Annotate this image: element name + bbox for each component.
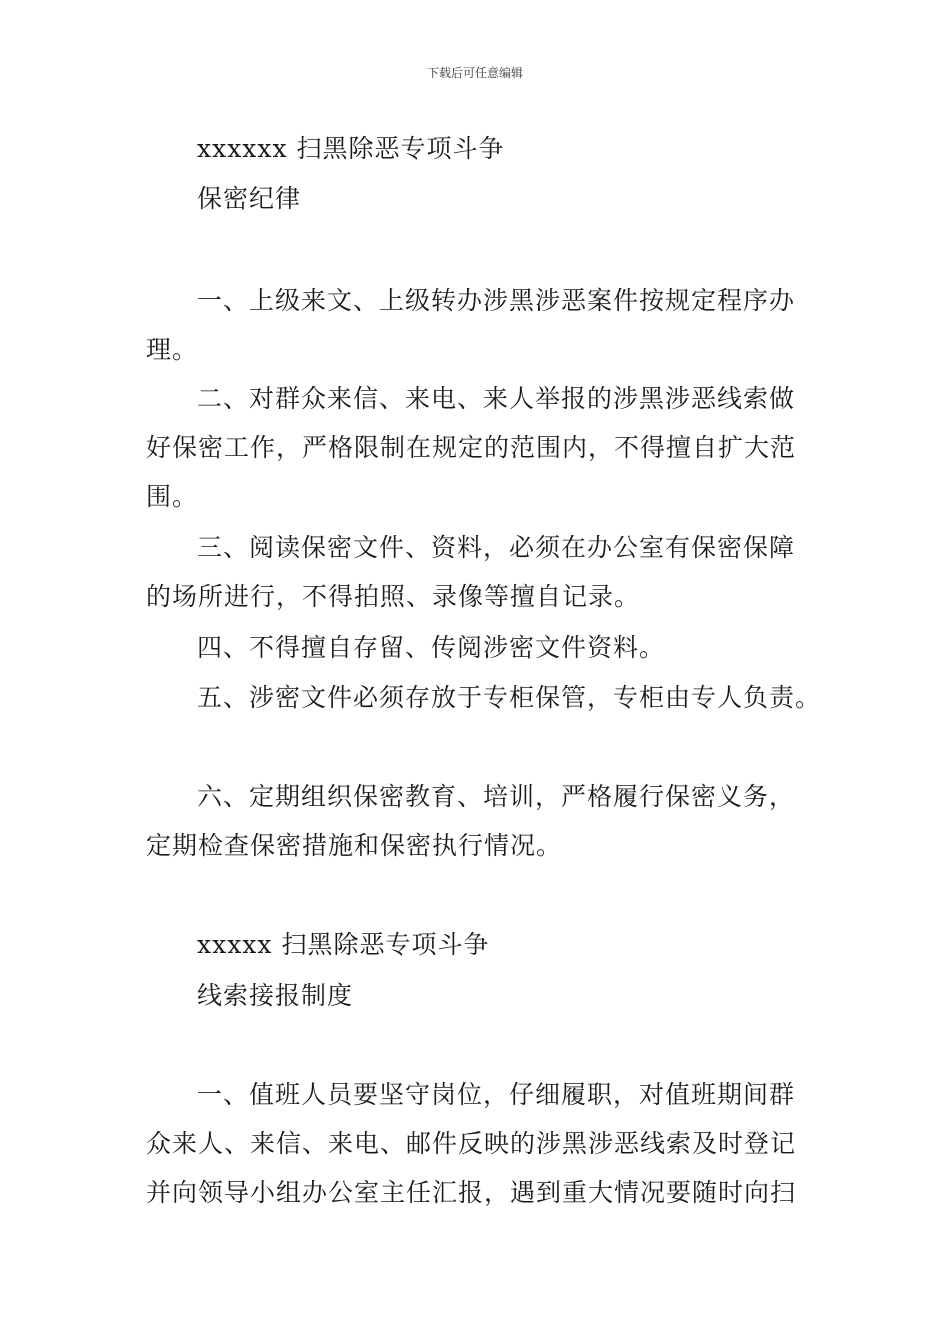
paragraph-line: 的场所进行，不得拍照、录像等擅自记录。 [146,582,641,611]
paragraph-line: 理。 [146,335,199,364]
paragraph-line: 定期检查保密措施和保密执行情况。 [146,831,563,860]
section1-title-line2: 保密纪律 [197,184,302,213]
paragraph-line: 好保密工作，严格限制在规定的范围内，不得擅自扩大范 [146,433,797,462]
paragraph-line: 并向领导小组办公室主任汇报，遇到重大情况要随时向扫 [146,1178,797,1207]
paragraph-line: 五、涉密文件必须存放于专柜保管，专柜由专人负责。 [197,683,822,712]
paragraph-line: 围。 [146,482,199,511]
paragraph-line: 二、对群众来信、来电、来人举报的涉黑涉恶线索做 [197,384,796,413]
paragraph-line: 一、值班人员要坚守岗位，仔细履职，对值班期间群 [197,1080,796,1109]
paragraph-line: 六、定期组织保密教育、培训，严格履行保密义务， [197,782,796,811]
paragraph-line: 三、阅读保密文件、资料，必须在办公室有保密保障 [197,533,796,562]
section2-title-line1: xxxxx 扫黑除恶专项斗争 [197,930,490,959]
header-note: 下载后可任意编辑 [426,66,523,80]
section1-title-line1: xxxxxx 扫黑除恶专项斗争 [197,134,505,163]
paragraph-line: 众来人、来信、来电、邮件反映的涉黑涉恶线索及时登记 [146,1129,797,1158]
paragraph-line: 一、上级来文、上级转办涉黑涉恶案件按规定程序办 [197,286,796,315]
section2-title-line2: 线索接报制度 [197,981,354,1010]
paragraph-line: 四、不得擅自存留、传阅涉密文件资料。 [197,633,666,662]
